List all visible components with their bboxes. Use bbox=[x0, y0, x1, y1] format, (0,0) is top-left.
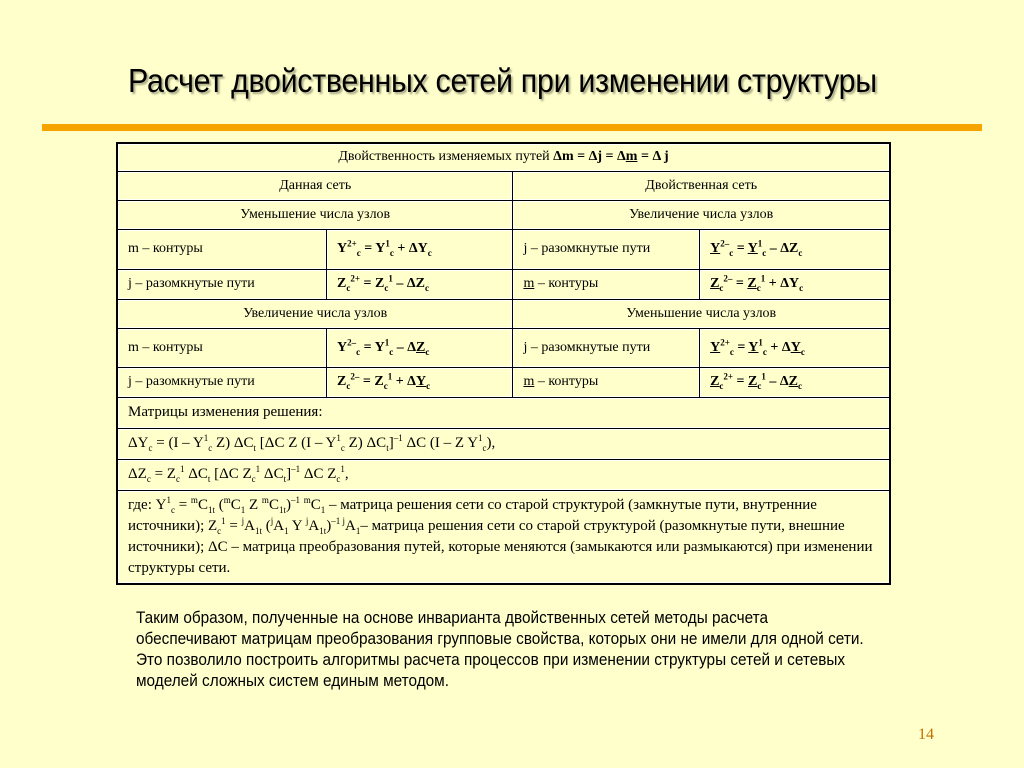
duality-table bbox=[116, 142, 891, 585]
slide-title: Расчет двойственных сетей при изменении структуры bbox=[128, 62, 877, 99]
formula-y2plus-dual: $Y^{2+}_c = Y^1_c + \Delta Y_c$ bbox=[700, 328, 890, 367]
page-number: 14 bbox=[918, 726, 934, 743]
formula-y2plus: $Y^{2+}_c = Y^1_c + \Delta Y_c$ bbox=[327, 229, 513, 269]
section1-right-header: Увеличение числа узлов bbox=[513, 200, 890, 229]
formula-y2minus-dual: $Y^{2-}_c = Y^1_c - \Delta Z_c$ bbox=[700, 229, 890, 269]
matrices-label: Матрицы изменения решения: bbox=[117, 397, 890, 428]
section1-left-header: Уменьшение числа узлов bbox=[117, 200, 513, 229]
label-m-contours-2: m – контуры bbox=[117, 328, 327, 367]
label-j-open-paths-2: j – разомкнутые пути bbox=[117, 367, 327, 397]
formula-y2minus: $Y^{2-}_c = Y^1_c - \Delta Z_c$ bbox=[327, 328, 513, 367]
section2-right-header: Уменьшение числа узлов bbox=[513, 299, 890, 328]
label-j-open-paths-dual-2: j – разомкнутые пути bbox=[513, 328, 700, 367]
formula-z2minus: $Z_c^{2-} = Z_c^1 + \Delta Y_c$ bbox=[327, 367, 513, 397]
formula-z2minus-dual: $Z_c^{2-} = Z_c^1 + \Delta Y_c$ bbox=[700, 269, 890, 299]
given-network-header: Данная сеть bbox=[117, 171, 513, 200]
title-divider bbox=[42, 124, 982, 131]
table-header-formula: Δm = Δj = Δm = Δ j bbox=[553, 149, 669, 165]
conclusion-paragraph: Таким образом, полученные на основе инварианта двойственных сетей методы расчета обеспечивают матрицам преобразования групповые свойства, которых они не имели для одной сети. Это позволило построить алгоритмы расчета процессов при изменении структуры сетей и сетевых моделей сложных систем единым методом. bbox=[136, 609, 864, 690]
table-header bbox=[117, 143, 890, 171]
label-j-open-paths-dual: j – разомкнутые пути bbox=[513, 229, 700, 269]
table-header-text: Двойственность изменяемых путей bbox=[338, 149, 554, 165]
dual-network-header: Двойственная сеть bbox=[513, 171, 890, 200]
section2-left-header: Увеличение числа узлов bbox=[117, 299, 513, 328]
label-j-open-paths: j – разомкнутые пути bbox=[117, 269, 327, 299]
label-m-contours-dual: m – контуры bbox=[513, 269, 700, 299]
label-m-contours-dual-2: m – контуры bbox=[513, 367, 700, 397]
formula-delta-y: $\Delta Y_c = (I - Y^1_c$ Z) $\Delta C_t$ [ΔC Z ($I - Y^1_c$ Z) $\Delta C_t]^{-1}$ ΔC (I – Z $Y^1_c$), bbox=[117, 428, 890, 459]
formula-delta-z: $\Delta Z_c = Z_c^1$ $\Delta C_t$ [ΔC $Z_c^1$ $\Delta C_t]^{-1}$ ΔC $Z_c^1$, bbox=[117, 459, 890, 490]
where-explanation: где: $Y^1_c = ^mC_{1t}$ ($^mC_1$ Z $^mC_{1t})^{-1}$ $^mC_1$ – матрица решения сети со старой структурой (замкнутые пути, внутренние источники); $Z_c^1 = ^jA_{1t}$ ($^jA_1$ Y $^jA_{1t})^{-1 j}A_1-$ матрица решения сети со старой структурой (разомкнутые пути, внешние источники); ΔC – матрица преобразования путей, которые меняются (замыкаются или размыкаются) при изменении структуры сети. bbox=[117, 490, 890, 584]
formula-z2plus: $Z_c^{2+} = Z_c^1 - \Delta Z_c$ bbox=[327, 269, 513, 299]
label-m-contours: m – контуры bbox=[117, 229, 327, 269]
formula-z2plus-dual: $Z_c^{2+} = Z_c^1 - \Delta Z_c$ bbox=[700, 367, 890, 397]
